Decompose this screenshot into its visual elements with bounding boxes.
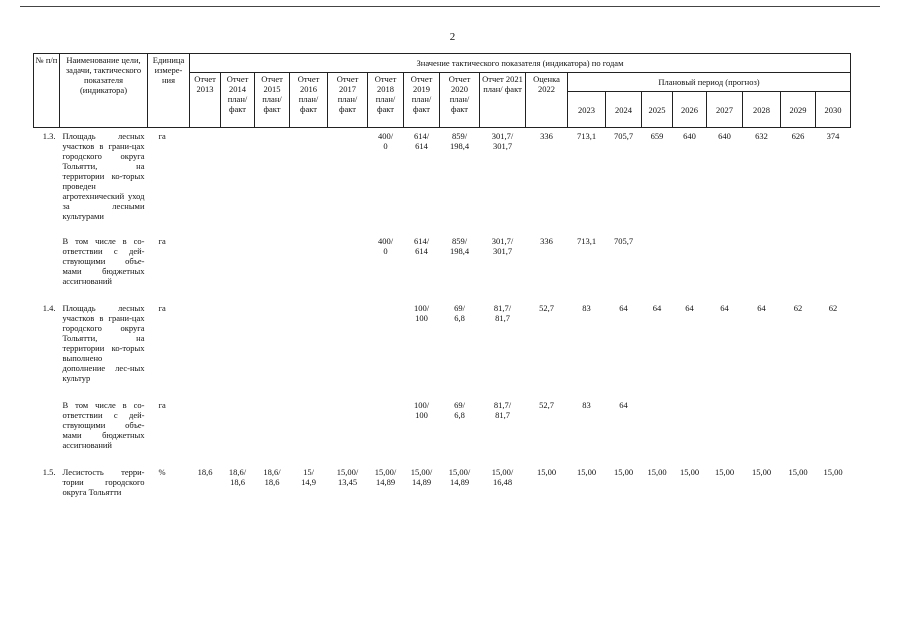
year-value-cell: 100/ 100 [413,303,430,323]
plan-value-cell [816,233,851,286]
year-value-cell [328,233,368,286]
plan-value-cell: 64 [685,303,694,313]
plan-value-cell: 659 [650,131,664,141]
year-value-cell [328,300,368,383]
header-plan-group: Плановый период (прогноз) [568,73,851,92]
plan-value-cell [673,233,707,286]
year-value-cell [328,128,368,222]
header-year-2014: Отчет 2014 план/ факт [221,73,255,128]
plan-value-cell: 15,00 [823,467,843,477]
plan-value-cell: 15,00 [576,467,597,477]
header-year-2017: Отчет 2017 план/ факт [328,73,368,128]
plan-value-cell: 64 [720,303,729,313]
header-plan-2025: 2025 [642,92,673,128]
year-value-cell: 614/ 614 [413,131,430,151]
header-num: № п/п [34,54,60,128]
plan-value-cell: 374 [826,131,840,141]
year-value-cell: 81,7/ 81,7 [493,303,512,323]
plan-value-cell: 64 [757,303,766,313]
plan-value-cell [642,397,673,450]
row-number [34,233,60,286]
header-year-2021: Отчет 2021 план/ факт [480,73,526,128]
plan-value-cell: 15,00 [647,467,667,477]
plan-value-cell: 632 [755,131,768,141]
table-row [34,397,851,450]
year-value-cell: 15,00/ 13,45 [336,467,359,487]
unit-cell: га [158,400,166,410]
year-value-cell: 400/ 0 [377,131,394,151]
table-row [34,300,851,383]
year-value-cell: 859/ 198,4 [449,236,470,256]
unit-cell: га [158,303,166,313]
header-unit: Единица измере-ния [148,54,190,128]
year-value-cell [290,300,328,383]
plan-value-cell: 705,7 [613,236,634,246]
year-value-cell [255,128,290,222]
row-number [34,397,60,450]
table-row [34,233,851,286]
year-value-cell: 614/ 614 [413,236,430,256]
plan-value-cell: 64 [652,303,662,313]
year-value-cell [190,128,221,222]
row-spacer [34,286,851,300]
year-value-cell: 100/ 100 [413,400,430,420]
year-value-cell: 81,7/ 81,7 [493,400,512,420]
header-plan-2027: 2027 [707,92,743,128]
year-value-cell: 859/ 198,4 [449,131,470,151]
header-year-2018: Отчет 2018 план/ факт [368,73,404,128]
year-value-cell: 69/ 6,8 [454,303,465,323]
year-value-cell: 15,00/ 14,89 [448,467,471,487]
year-value-cell: 301,7/ 301,7 [491,236,514,256]
year-value-cell [190,300,221,383]
year-value-cell [255,397,290,450]
plan-value-cell: 15,00 [714,467,735,477]
row-spacer [34,450,851,464]
year-value-cell [255,233,290,286]
plan-value-cell: 626 [791,131,805,141]
header-plan-2028: 2028 [743,92,781,128]
year-value-cell: 69/ 6,8 [454,400,465,420]
plan-value-cell: 705,7 [613,131,634,141]
plan-value-cell: 713,1 [576,236,597,246]
plan-value-cell [816,397,851,450]
year-value-cell [221,233,255,286]
page-number: 2 [449,31,456,43]
year-value-cell: 15,00/ 16,48 [491,467,514,487]
row-spacer [34,383,851,397]
year-value-cell [368,397,404,450]
year-value-cell [290,233,328,286]
plan-value-cell: 640 [718,131,731,141]
plan-value-cell [743,233,781,286]
header-estimate-2022: Оценка 2022 [526,73,568,128]
header-plan-2026: 2026 [673,92,707,128]
year-value-cell [255,300,290,383]
indicators-table [33,53,851,497]
row-spacer [34,221,851,233]
plan-value-cell: 64 [619,303,628,313]
row-number: 1.5. [42,467,56,477]
row-number: 1.3. [42,131,56,141]
plan-value-cell: 713,1 [576,131,597,141]
header-year-2020: Отчет 2020 план/ факт [440,73,480,128]
indicator-name: Площадь лесных участков в грани-цах городского округа Тольятти, на территории ко-торых проведен агротехнический уход за лесными культурами [62,131,145,221]
estimate-cell: 52,7 [539,400,554,410]
year-value-cell: 18,6/ 18,6 [263,467,281,487]
estimate-cell: 336 [540,236,553,246]
plan-value-cell: 15,00 [788,467,808,477]
header-plan-2029: 2029 [781,92,816,128]
plan-value-cell: 83 [582,400,591,410]
plan-value-cell: 15,00 [751,467,772,477]
header-plan-2023: 2023 [568,92,606,128]
year-value-cell: 15,00/ 14,89 [374,467,397,487]
year-value-cell: 15,00/ 14,89 [410,467,433,487]
top-border-line [20,6,880,7]
indicator-name: В том числе в со-ответствии с дей-ствующими объе-мами бюджетных ассигнований [62,236,145,286]
unit-cell: га [158,236,166,246]
year-value-cell: 400/ 0 [377,236,394,256]
year-value-cell: 301,7/ 301,7 [491,131,514,151]
plan-value-cell: 62 [793,303,803,313]
plan-value-cell [642,233,673,286]
unit-cell: га [158,131,166,141]
estimate-cell: 336 [540,131,553,141]
year-value-cell [328,397,368,450]
unit-cell: % [158,467,166,477]
plan-value-cell [673,397,707,450]
header-plan-2030: 2030 [816,92,851,128]
plan-value-cell: 64 [619,400,628,410]
header-year-2013: Отчет 2013 [190,73,221,128]
plan-value-cell: 15,00 [613,467,634,477]
header-year-2015: Отчет 2015 план/ факт [255,73,290,128]
plan-value-cell: 83 [582,303,591,313]
header-name: Наименование цели, задачи, тактического показателя (индикатора) [60,54,148,128]
plan-value-cell [781,397,816,450]
year-value-cell [290,128,328,222]
year-value-cell [190,233,221,286]
estimate-cell: 52,7 [539,303,554,313]
plan-value-cell [707,397,743,450]
year-value-cell: 18,6/ 18,6 [228,467,247,487]
plan-value-cell [707,233,743,286]
table-row [34,128,851,222]
indicator-name: Лесистость терри-тории городского округа Тольятти [62,467,145,497]
header-values-group: Значение тактического показателя (индикатора) по годам [190,54,851,73]
plan-value-cell: 15,00 [679,467,700,477]
year-value-cell [190,397,221,450]
header-plan-2024: 2024 [606,92,642,128]
year-value-cell: 15/ 14,9 [301,467,316,487]
year-value-cell [290,397,328,450]
indicator-name: Площадь лесных участков в грани-цах городского округа Тольятти, на территории ко-торых выполнено дополнение лес-ных культур [62,303,145,383]
table-row [34,464,851,497]
year-value-cell: 18,6 [197,467,213,477]
plan-value-cell [743,397,781,450]
plan-value-cell [781,233,816,286]
year-value-cell [221,300,255,383]
estimate-cell: 15,00 [536,467,557,477]
plan-value-cell: 640 [683,131,696,141]
header-year-2019: Отчет 2019 план/ факт [404,73,440,128]
year-value-cell [221,397,255,450]
plan-value-cell: 62 [828,303,838,313]
year-value-cell [368,300,404,383]
row-number: 1.4. [42,303,56,313]
header-year-2016: Отчет 2016 план/ факт [290,73,328,128]
indicator-name: В том числе в со-ответствии с дей-ствующими объе-мами бюджетных ассигнований [62,400,145,450]
year-value-cell [221,128,255,222]
